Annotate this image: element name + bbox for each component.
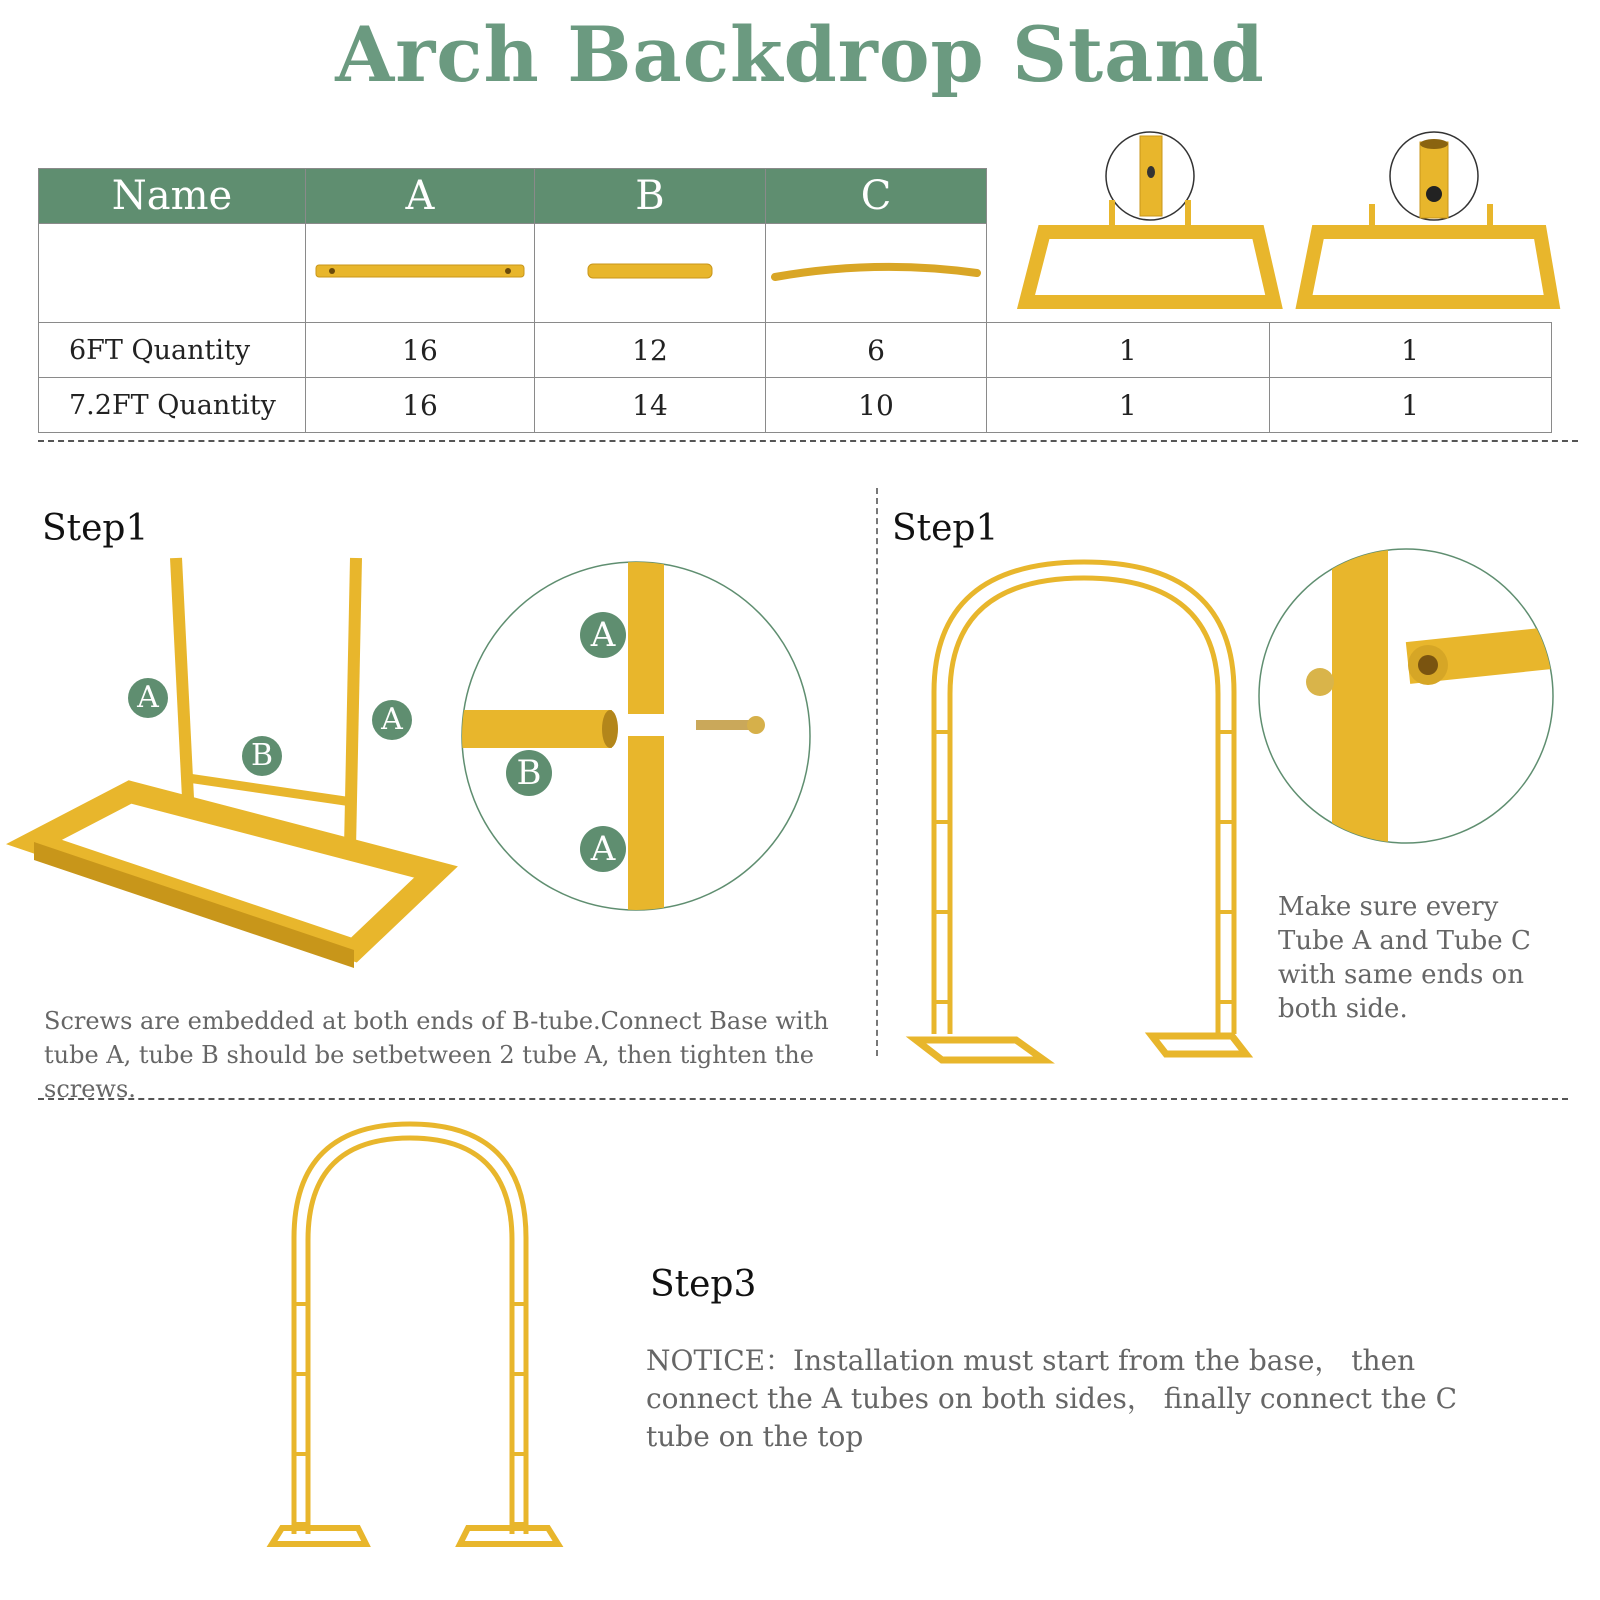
table-cell: 16 xyxy=(306,378,535,433)
vertical-divider xyxy=(876,488,878,1056)
table-cell: 1 xyxy=(1269,378,1551,433)
label-badge-a: A xyxy=(372,700,412,740)
screw-detail-illustration xyxy=(460,560,820,920)
step-description: Make sure every Tube A and Tube C with same ends on both side. xyxy=(1278,892,1531,1024)
step-heading: Step1 xyxy=(892,508,999,549)
base-assembly-illustration xyxy=(30,558,450,978)
arch-assembled-illustration xyxy=(916,562,1256,1062)
table-cell: 10 xyxy=(766,378,987,433)
divider xyxy=(38,440,1578,442)
tube-c-image xyxy=(773,259,979,283)
row-label: 7.2FT Quantity xyxy=(39,378,306,433)
table-cell: 1 xyxy=(987,323,1270,378)
base-part-image-1 xyxy=(1022,132,1282,312)
table-row xyxy=(39,378,1552,433)
tube-b-image-cell xyxy=(535,224,766,323)
step-heading: Step3 xyxy=(650,1264,757,1305)
row-label: 6FT Quantity xyxy=(39,323,306,378)
header-a: A xyxy=(306,169,535,224)
header-b: B xyxy=(535,169,766,224)
notice-text: NOTICE：Installation must start from the base， then connect the A tubes on both sides， finally connect the C tube on the top xyxy=(646,1344,1458,1453)
tube-c-image-cell xyxy=(766,224,987,323)
header-name: Name xyxy=(39,169,306,224)
label-badge-a: A xyxy=(580,826,626,872)
step-description: Screws are embedded at both ends of B-tube.Connect Base with tube A, tube B should be setbetween 2 tube A, then tighten the screws. xyxy=(44,1007,829,1103)
divider xyxy=(38,1098,1568,1100)
label-badge-b: B xyxy=(506,750,552,796)
arch-final-illustration xyxy=(268,1124,568,1554)
label-badge-a: A xyxy=(580,612,626,658)
table-row xyxy=(39,323,1552,378)
step-heading: Step1 xyxy=(42,508,149,549)
table-cell: 6 xyxy=(766,323,987,378)
table-cell: 1 xyxy=(987,378,1270,433)
tube-b-image xyxy=(588,261,712,281)
header-c: C xyxy=(766,169,987,224)
label-badge-a: A xyxy=(128,678,168,718)
tube-a-image xyxy=(316,261,524,281)
base-part-image-2 xyxy=(1300,132,1560,312)
label-badge-b: B xyxy=(242,736,282,776)
table-cell: 12 xyxy=(535,323,766,378)
page-title: Arch Backdrop Stand xyxy=(335,10,1265,99)
table-cell: 14 xyxy=(535,378,766,433)
table-cell: 16 xyxy=(306,323,535,378)
tube-joint-detail-illustration xyxy=(1258,548,1558,848)
tube-a-image-cell xyxy=(306,224,535,323)
table-cell: 1 xyxy=(1269,323,1551,378)
